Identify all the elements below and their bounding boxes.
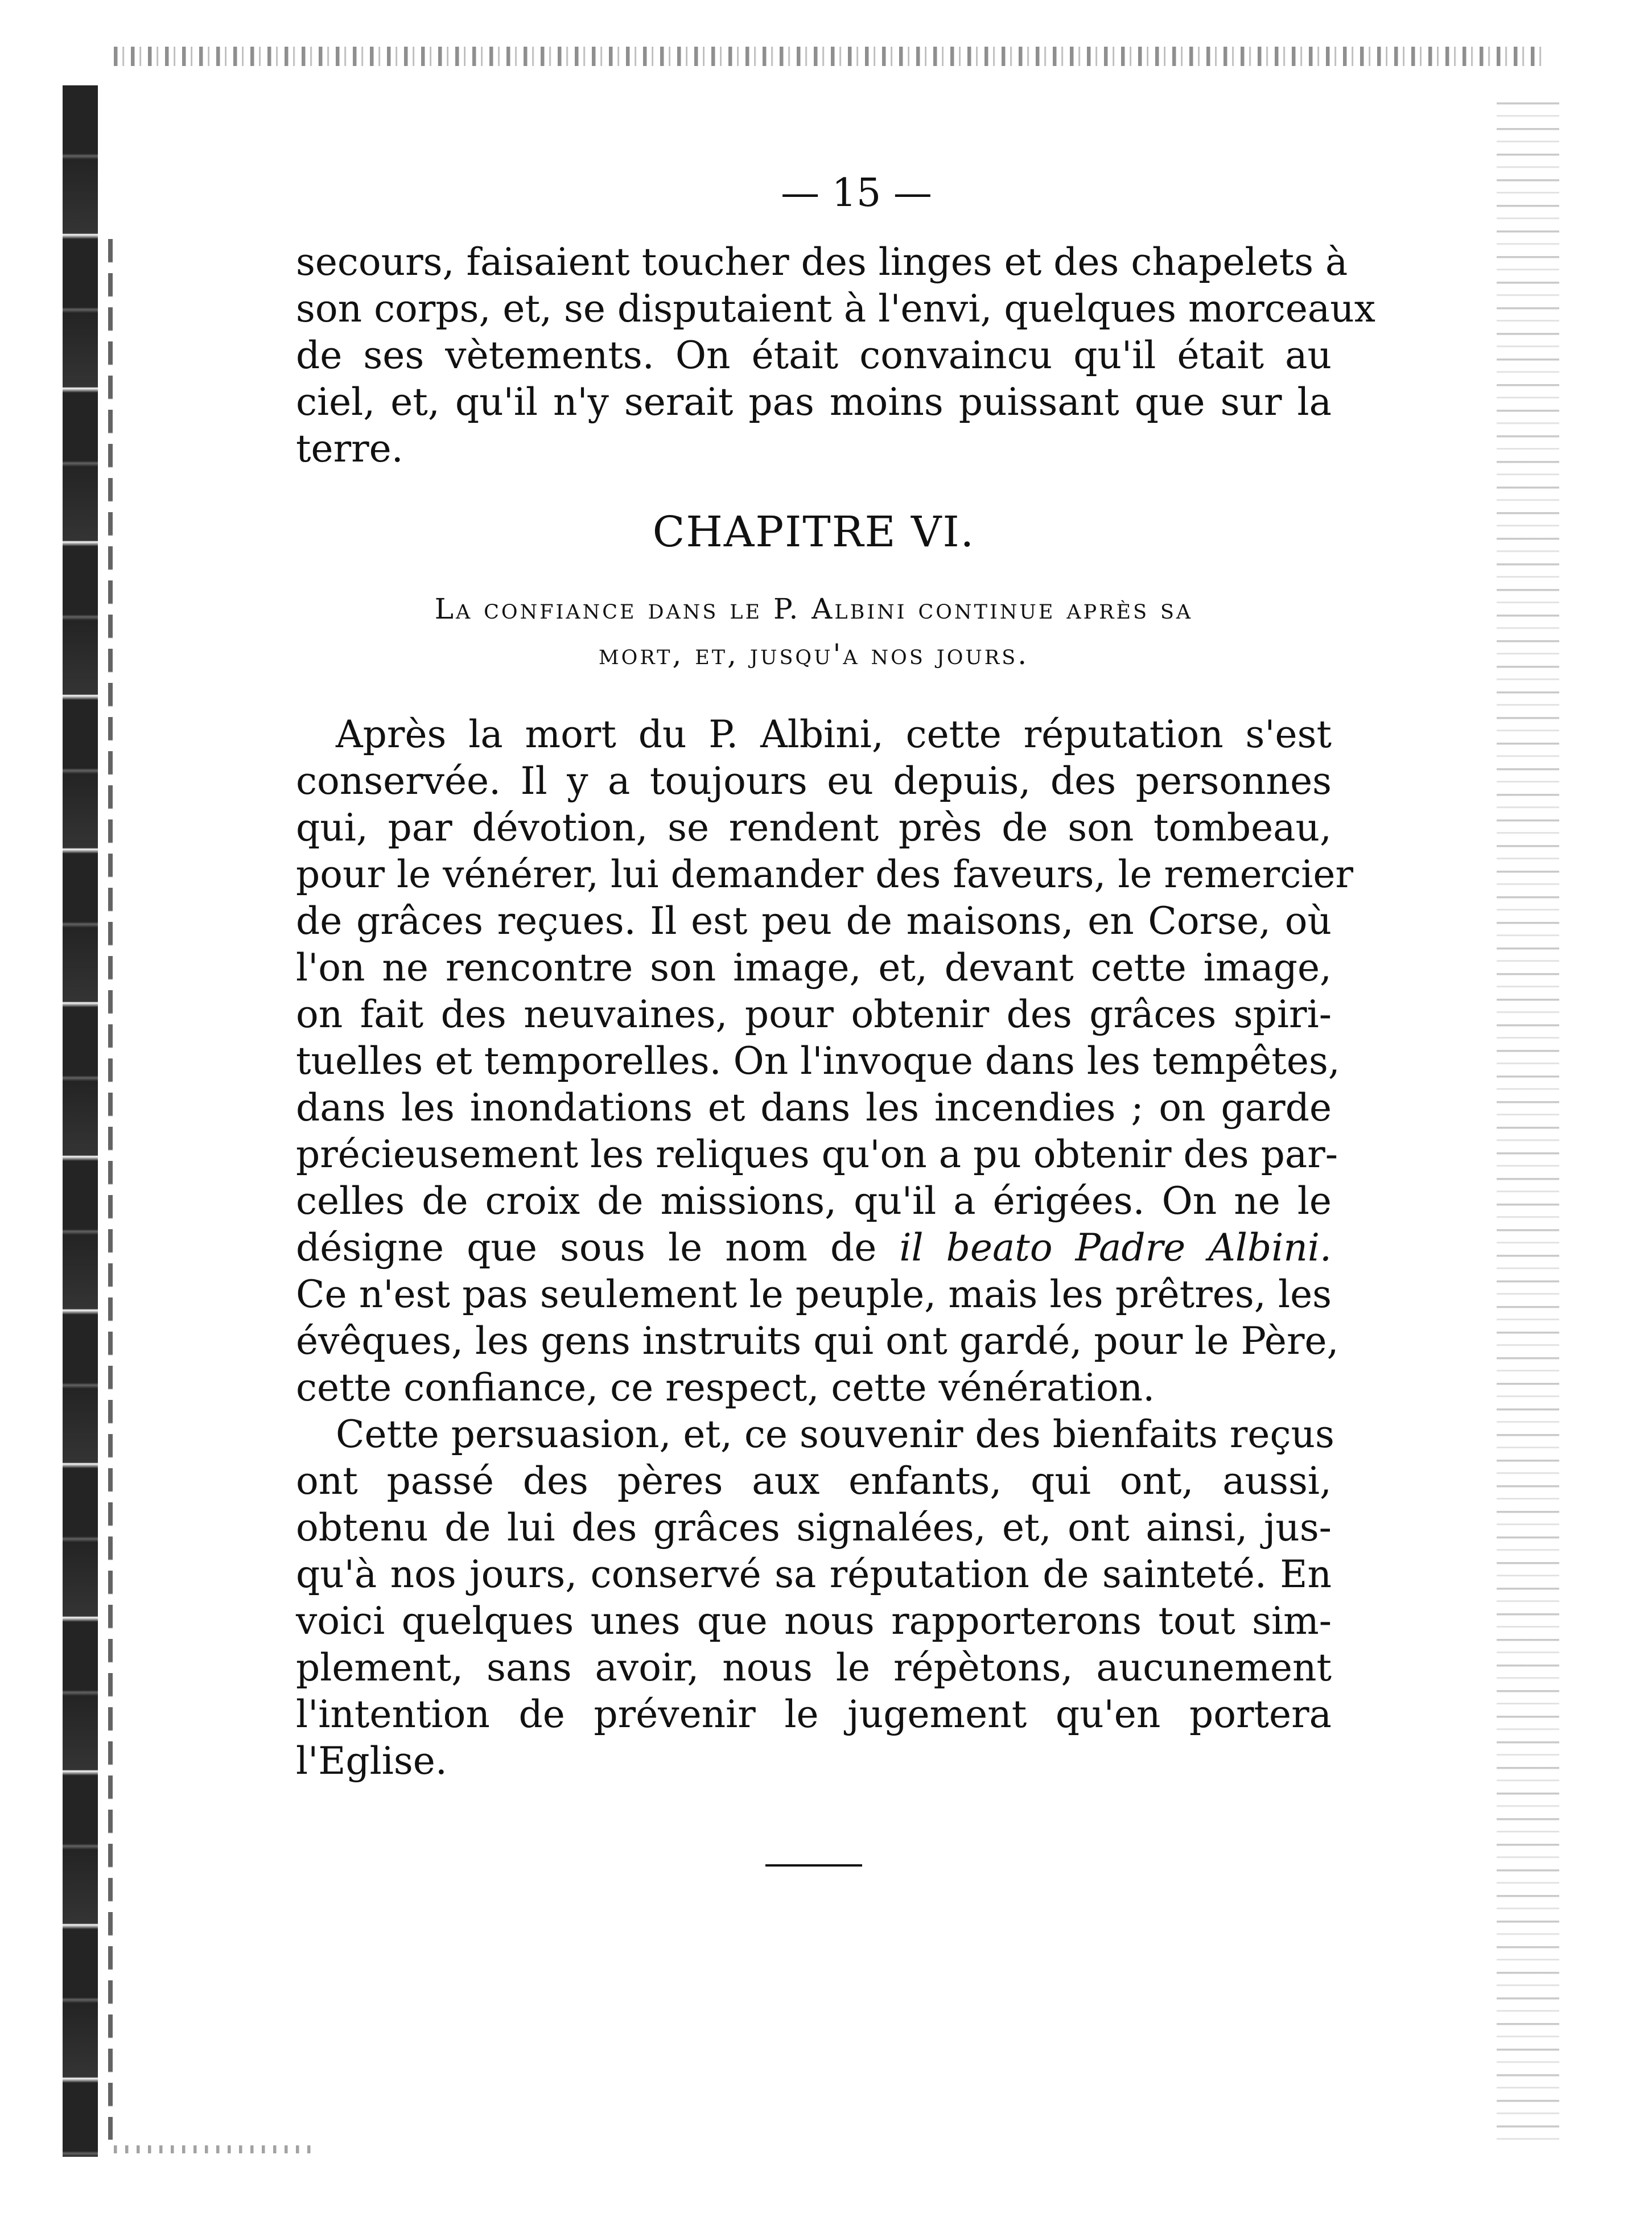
- text-line: pour le vénérer, lui demander des faveurs, le remercier: [296, 852, 1354, 896]
- scan-edge-top: [114, 47, 1548, 66]
- text-line: ont passé des pères aux enfants, qui ont, aussi,: [296, 1459, 1332, 1503]
- paragraph-2: [296, 1411, 1332, 1785]
- text-line: Ce n'est pas seulement le peuple, mais les prêtres, les: [296, 1272, 1332, 1316]
- text-line: voici quelques unes que nous rapporterons tout sim-: [296, 1599, 1332, 1643]
- italic-phrase: il beato Padre Albini.: [899, 1226, 1332, 1270]
- scan-edge-right: [1497, 102, 1559, 2151]
- scan-edge-left: [63, 85, 98, 2157]
- text-line: obtenu de lui des grâces signalées, et, ont ainsi, jus-: [296, 1506, 1332, 1550]
- text-line: évêques, les gens instruits qui ont gardé, pour le Père,: [296, 1319, 1339, 1363]
- text-line: l'Eglise.: [296, 1739, 447, 1783]
- text-line-with-italic: [296, 1225, 1332, 1271]
- text-line: qu'à nos jours, conservé sa réputation de sainteté. En: [296, 1552, 1332, 1596]
- text-line: l'intention de prévenir le jugement qu'en portera: [296, 1692, 1332, 1736]
- paragraph-1: [296, 711, 1354, 1411]
- text-line: qui, par dévotion, se rendent près de son tombeau,: [296, 806, 1332, 850]
- text-line: tuelles et temporelles. On l'invoque dans les tempêtes,: [296, 1039, 1340, 1083]
- text-line: cette confiance, ce respect, cette vénération.: [296, 1366, 1155, 1410]
- text-line: conservée. Il y a toujours eu depuis, des personnes: [296, 759, 1332, 803]
- text-line: de grâces reçues. Il est peu de maisons, en Corse, où: [296, 899, 1332, 943]
- text-line: terre.: [296, 427, 403, 471]
- text-line: celles de croix de missions, qu'il a érigées. On ne le: [296, 1179, 1332, 1223]
- chapter-subtitle: [296, 586, 1332, 677]
- scan-edge-bottom: [114, 2145, 319, 2153]
- intro-paragraph: [296, 239, 1375, 472]
- chapter-subtitle-line: mort, et, jusqu'a nos jours.: [598, 638, 1029, 671]
- text-line: Après la mort du P. Albini, cette réputation s'est: [336, 712, 1332, 756]
- text-line: l'on ne rencontre son image, et, devant cette image,: [296, 946, 1332, 990]
- chapter-subtitle-line: La confiance dans le P. Albini continue après sa: [434, 592, 1193, 625]
- text-segment: désigne que sous le nom de: [296, 1226, 900, 1270]
- text-line: secours, faisaient toucher des linges et des chapelets à: [296, 240, 1348, 284]
- text-line: ciel, et, qu'il n'y serait pas moins puissant que sur la: [296, 380, 1332, 424]
- text-line: on fait des neuvaines, pour obtenir des grâces spiri-: [296, 992, 1332, 1036]
- section-divider: [765, 1864, 862, 1867]
- text-line: dans les inondations et dans les incendies ; on garde: [296, 1086, 1332, 1130]
- text-line: de ses vètements. On était convaincu qu'il était au: [296, 333, 1332, 377]
- text-line: précieusement les reliques qu'on a pu obtenir des par-: [296, 1132, 1338, 1176]
- scan-edge-left-thin: [108, 239, 113, 2140]
- text-line: plement, sans avoir, nous le répètons, aucunement: [296, 1646, 1332, 1690]
- chapter-title: CHAPITRE VI.: [652, 508, 975, 557]
- book-page: [296, 171, 1375, 1867]
- text-line: Cette persuasion, et, ce souvenir des bienfaits reçus: [336, 1412, 1334, 1456]
- page-number: — 15 —: [781, 171, 932, 216]
- text-line: son corps, et, se disputaient à l'envi, quelques morceaux: [296, 287, 1375, 331]
